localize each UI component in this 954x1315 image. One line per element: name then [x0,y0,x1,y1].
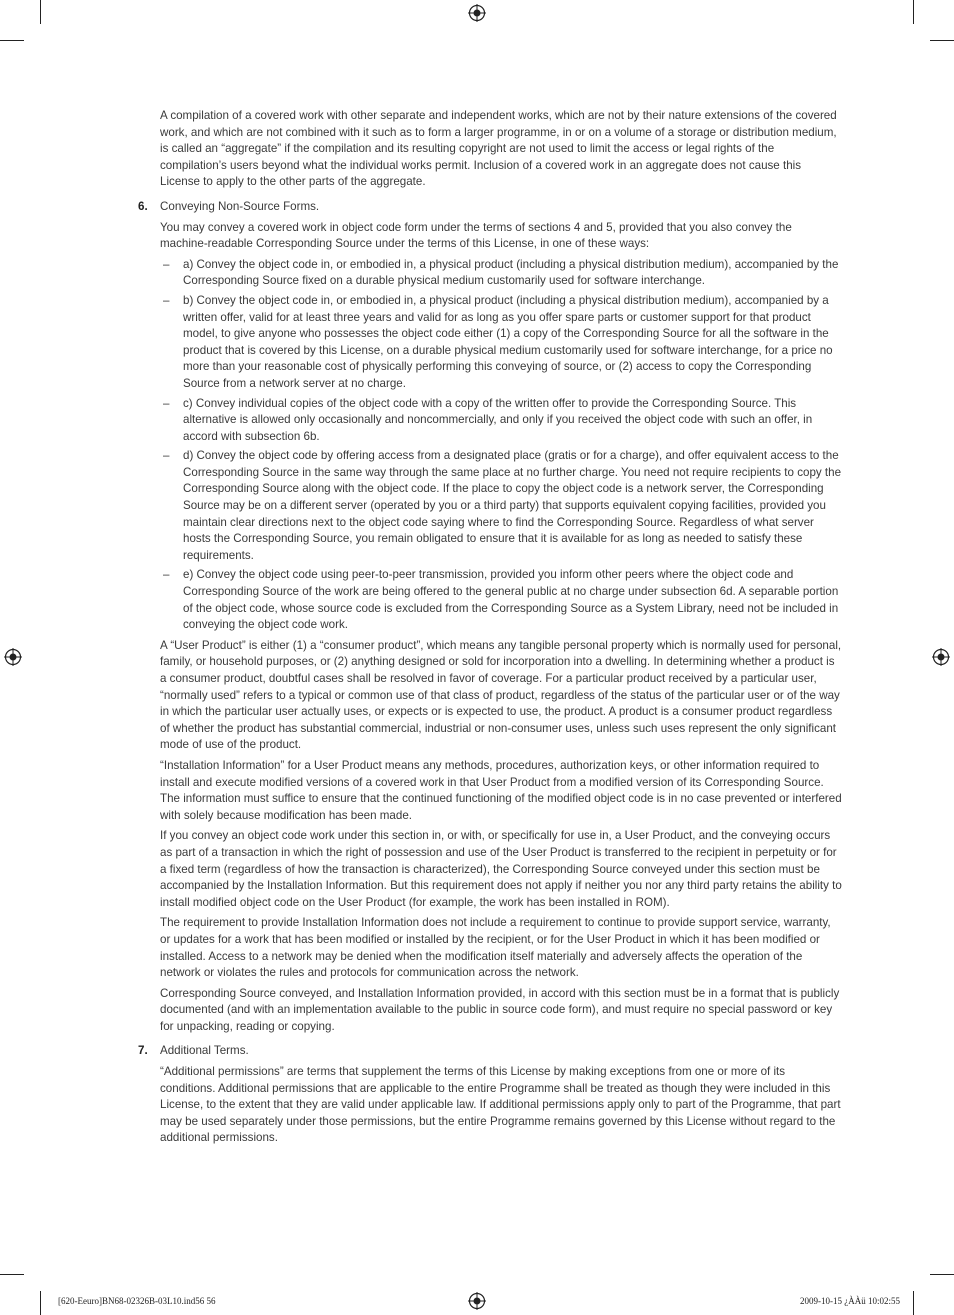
conveying-user-product-paragraph: If you convey an object code work under this section in, or with, or specifically for use in, a User Product, and the conveying occurs as part of a transaction in which the right of possession and use of the User Product is transferred to the recipient in perpetuity or for a fixed term (regardless of how the transaction is characterized), the Corresponding Source conveyed under this section must be accompanied by the Installation Information. But this requirement does not apply if neither you nor any third party retains the ability to install modified object code on the User Product (for example, the work has been installed in ROM). [160,829,842,909]
dash-bullet: – [163,449,170,463]
crop-mark [0,1274,24,1275]
crop-mark [913,1291,914,1315]
section-7-heading [138,1043,842,1060]
list-item-text: d) Convey the object code by offering access from a designated place (gratis or for a charge), and offer equivalent access to the Corresponding Source in the same way through the same place at no further charge. You need not require recipients to copy the Corresponding Source along with the object code. If the place to copy the object code is a network server, the Corresponding Source may be on a different server (operated by you or a third party) that supports equivalent copying facilities, provided you maintain clear directions next to the object code saying where to find the Corresponding Source. Regardless of what server hosts the Corresponding Source, you remain obligated to ensure that it is available for as long as needed to satisfy these requirements. [183,449,842,562]
list-item [160,396,842,446]
crop-mark [930,1274,954,1275]
section-6-number: 6. [138,199,148,213]
section-7-number: 7. [138,1044,148,1058]
section-6-title: Conveying Non-Source Forms. [160,199,320,213]
list-item-text: e) Convey the object code using peer-to-peer transmission, provided you inform other peers where the object code and Corresponding Source of the work are being offered to the general public at no charge under subsection 6d. A separable portion of the object code, whose source code is excluded from the Corresponding Source as a System Library, need not be included in conveying the object code work. [183,568,839,632]
user-product-paragraph: A “User Product” is either (1) a “consumer product”, which means any tangible personal property which is normally used for personal, family, or household purposes, or (2) anything designed or sold for incorporation into a dwelling. In determining whether a product is a consumer product, doubtful cases shall be resolved in favor of coverage. For a particular product received by a particular user, “normally used” refers to a typical or common use of that class of product, regardless of the status of the particular user or of the way in which the particular user actually uses, or expects or is expected to use, the product. A product is a consumer product regardless of whether the product has substantial commercial, industrial or non-consumer uses, unless such uses represent the only significant mode of use of the product. [160,638,842,752]
footer-slug-right: 2009-10-15 ¿ÀÀü 10:02:55 [800,1296,900,1306]
dash-bullet: – [163,568,170,582]
section-7-title: Additional Terms. [160,1044,249,1058]
format-requirement-paragraph: Corresponding Source conveyed, and Installation Information provided, in accord with this section must be in a format that is publicly documented (and with an implementation available to the public in source code form), and must require no special password or key for unpacking, reading or copying. [160,986,840,1033]
section-6-lead: You may convey a covered work in object code form under the terms of sections 4 and 5, provided that you also convey the machine-readable Corresponding Source under the terms of this License, in one of these ways: [160,220,792,251]
registration-mark-icon [468,4,486,22]
list-item [160,448,842,564]
crop-mark [930,40,954,41]
list-item [160,567,842,633]
registration-mark-icon [4,648,22,666]
list-item-text: a) Convey the object code in, or embodied in, a physical product (including a physical distribution medium), accompanied by the Corresponding Source fixed on a durable physical medium customarily used for software interchange. [183,257,839,288]
crop-mark [40,0,41,24]
section-6-heading [138,199,842,216]
crop-mark [40,1291,41,1315]
section-7-body: “Additional permissions” are terms that supplement the terms of this License by making exceptions from one or more of its conditions. Additional permissions that are applicable to the entire Programme shall be treated as though they were included in this License, to the extent that they are valid under applicable law. If additional permissions apply only to part of the Programme, that part may be used separately under those permissions, but the entire Programme remains governed by this License without regard to the additional permissions. [160,1065,841,1145]
registration-mark-icon [468,1292,486,1310]
installation-info-paragraph: “Installation Information” for a User Product means any methods, procedures, authorization keys, or other information required to install and execute modified versions of a covered work in that User Product from a modified version of its Corresponding Source. The information must suffice to ensure that the continued functioning of the modified object code is in no case prevented or interfered with solely because modification has been made. [160,758,842,822]
list-item [160,257,842,290]
support-requirement-paragraph: The requirement to provide Installation Information does not include a requirement to continue to provide support service, warranty, or updates for a work that has been modified or installed by the recipient, or for the User Product in which it has been modified or installed. Access to a network may be denied when the modification itself materially and adversely affects the operation of the network or violates the rules and protocols for communication across the network. [160,916,831,980]
crop-mark [0,40,24,41]
dash-bullet: – [163,293,170,307]
intro-paragraph: A compilation of a covered work with other separate and independent works, which are not by their nature extensions of the covered work, and which are not combined with it such as to form a larger programme, in or on a volume of a storage or distribution medium, is called an “aggregate” if the compilation and its resulting copyright are not used to limit the access or legal rights of the compilation’s users beyond what the individual works permit. Inclusion of a covered work in an aggregate does not cause this License to apply to the other parts of the aggregate. [160,109,837,189]
footer-slug-left: [620-Eeuro]BN68-02326B-03L10.ind56 56 [58,1296,216,1306]
document-body [138,108,842,1151]
list-item-text: b) Convey the object code in, or embodied in, a physical product (including a physical distribution medium), accompanied by a written offer, valid for at least three years and valid for as long as you offer spare parts or customer support for that product model, to give anyone who possesses the object code either (1) a copy of the Corresponding Source for all the software in the product that is covered by this License, on a durable physical medium customarily used for software interchange, for a price no more than your reasonable cost of physically performing this conveying of source, or (2) access to copy the Corresponding Source from a network server at no charge. [183,293,833,390]
dash-bullet: – [163,257,170,271]
dash-bullet: – [163,396,170,410]
registration-mark-icon [932,648,950,666]
list-item-text: c) Convey individual copies of the object code with a copy of the written offer to provide the Corresponding Source. This alternative is allowed only occasionally and noncommercially, and only if you received the object code with such an offer, in accord with subsection 6b. [183,396,813,443]
list-item [160,293,842,393]
conveying-options-list [160,257,842,634]
crop-mark [913,0,914,24]
